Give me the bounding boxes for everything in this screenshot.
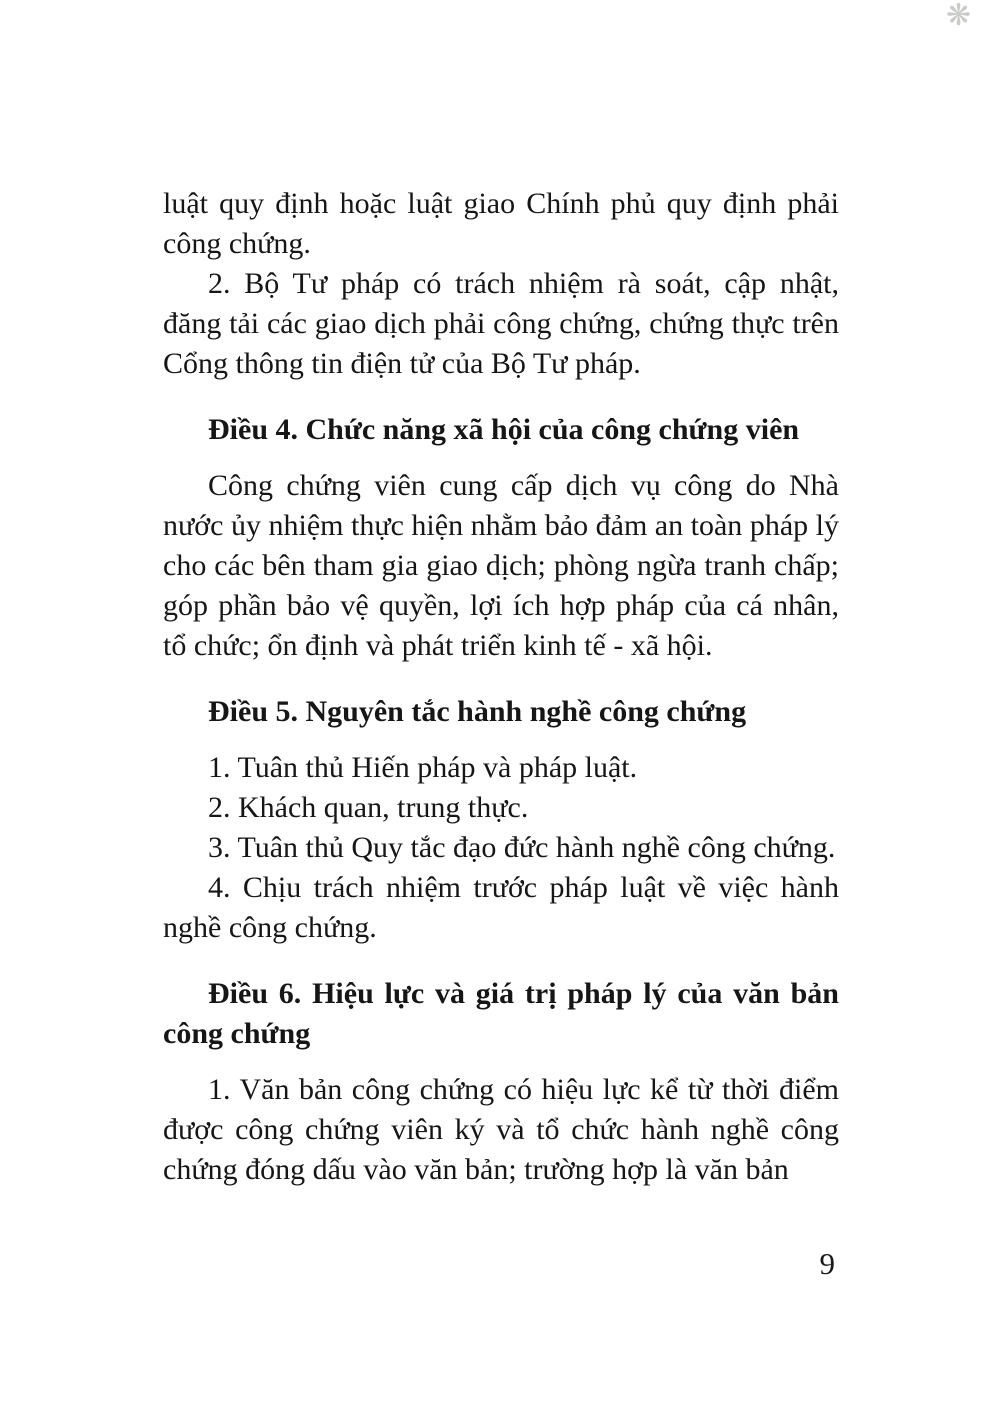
body-paragraph: 3. Tuân thủ Quy tắc đạo đức hành nghề công chứng. xyxy=(208,831,836,864)
body-paragraph: luật quy định hoặc luật giao Chính phủ quy định phải công chứng. xyxy=(163,187,839,260)
body-paragraph: Công chứng viên cung cấp dịch vụ công do Nhà nước ủy nhiệm thực hiện nhằm bảo đảm an toàn pháp lý cho các bên tham gia giao dịch; phòng ngừa tranh chấp; góp phần bảo vệ quyền, lợi ích hợp pháp của cá nhân, tổ chức; ổn định và phát triển kinh tế - xã hội. xyxy=(163,469,839,662)
body-paragraph: 1. Tuân thủ Hiến pháp và pháp luật. xyxy=(208,751,638,784)
body-paragraph: 4. Chịu trách nhiệm trước pháp luật về việc hành nghề công chứng. xyxy=(163,871,839,944)
article-heading: Điều 5. Nguyên tắc hành nghề công chứng xyxy=(208,695,747,728)
article-heading: Điều 6. Hiệu lực và giá trị pháp lý của văn bản công chứng xyxy=(163,977,839,1050)
body-paragraph: 2. Bộ Tư pháp có trách nhiệm rà soát, cập nhật, đăng tải các giao dịch phải công chứng, chứng thực trên Cổng thông tin điện tử của Bộ Tư pháp. xyxy=(163,267,839,380)
page-number: 9 xyxy=(819,1246,835,1281)
flower-icon: ❋ xyxy=(946,0,972,32)
text-column xyxy=(163,184,839,1190)
body-paragraph: 2. Khách quan, trung thực. xyxy=(208,791,529,824)
body-paragraph: 1. Văn bản công chứng có hiệu lực kể từ thời điểm được công chứng viên ký và tổ chức hành nghề công chứng đóng dấu vào văn bản; trường hợp là văn bản xyxy=(163,1073,839,1186)
article-heading: Điều 4. Chức năng xã hội của công chứng viên xyxy=(208,413,800,446)
